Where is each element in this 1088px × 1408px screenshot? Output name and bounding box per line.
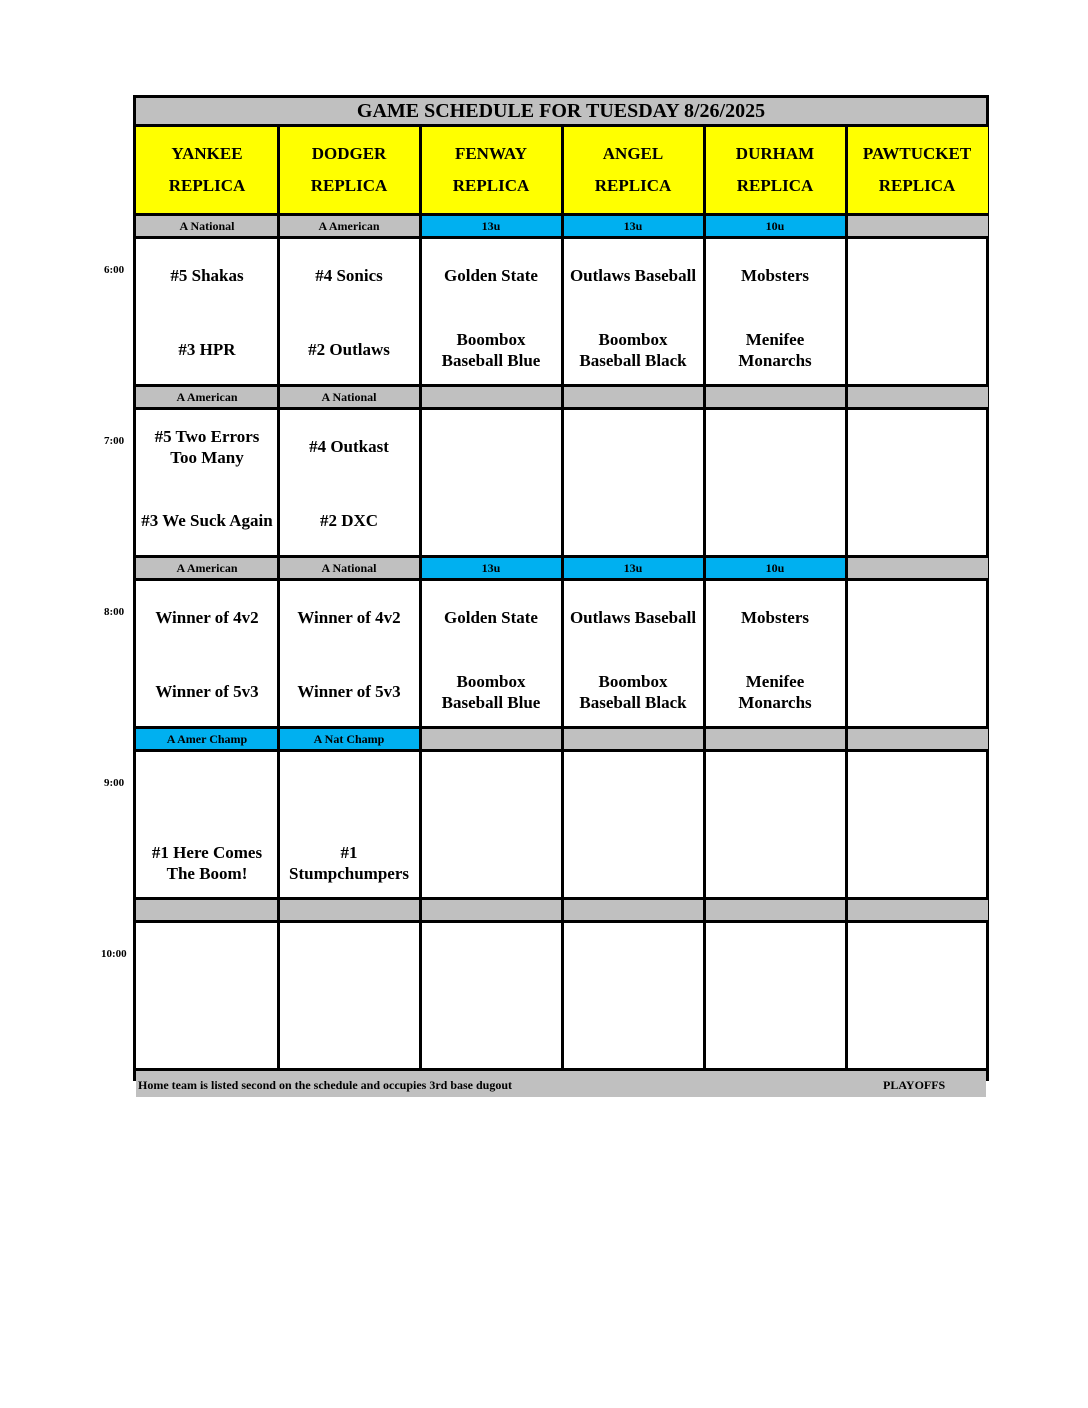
division-label bbox=[420, 729, 562, 749]
division-label: A National bbox=[278, 558, 420, 578]
division-label bbox=[704, 729, 846, 749]
game-cell bbox=[846, 239, 988, 384]
game-cell bbox=[562, 239, 704, 384]
division-label bbox=[562, 900, 704, 920]
home-team: Menifee Monarchs bbox=[738, 330, 812, 370]
game-cell bbox=[846, 581, 988, 726]
home-team: Boombox Baseball Black bbox=[579, 672, 687, 712]
field-name: DODGER bbox=[311, 144, 387, 163]
field-header-angel bbox=[562, 127, 704, 213]
home-team: #2 Outlaws bbox=[308, 340, 390, 359]
home-team: Menifee Monarchs bbox=[738, 672, 812, 712]
game-cell bbox=[704, 410, 846, 555]
division-label bbox=[136, 900, 278, 920]
time-slot-label: 7:00 bbox=[104, 435, 125, 447]
field-name: PAWTUCKET bbox=[862, 144, 972, 163]
grid-column-divider bbox=[561, 127, 564, 1071]
home-team: Boombox Baseball Blue bbox=[441, 330, 541, 370]
home-team: #1 Here Comes The Boom! bbox=[151, 843, 263, 883]
game-cell bbox=[420, 581, 562, 726]
division-label: 13u bbox=[562, 558, 704, 578]
home-team: #3 HPR bbox=[178, 340, 236, 359]
field-header-pawtucket bbox=[846, 127, 988, 213]
home-team: Boombox Baseball Black bbox=[579, 330, 687, 370]
division-label bbox=[420, 387, 562, 407]
division-label: A American bbox=[136, 387, 278, 407]
field-header-yankee bbox=[136, 127, 278, 213]
home-team: #1 Stumpchumpers bbox=[289, 843, 409, 883]
division-label: A National bbox=[136, 216, 278, 236]
division-label bbox=[278, 900, 420, 920]
away-team: Outlaws Baseball bbox=[569, 266, 697, 285]
playoffs-tag: PLAYOFFS bbox=[883, 1078, 946, 1092]
division-label: 13u bbox=[420, 216, 562, 236]
away-team: Winner of 4v2 bbox=[155, 608, 259, 627]
field-header-durham bbox=[704, 127, 846, 213]
game-cell bbox=[278, 752, 420, 897]
footer-bar bbox=[136, 1071, 986, 1097]
game-cell bbox=[420, 752, 562, 897]
away-team: #5 Two Errors Too Many bbox=[154, 427, 260, 467]
away-team: Winner of 4v2 bbox=[297, 608, 401, 627]
field-subtitle: REPLICA bbox=[736, 176, 814, 195]
home-team: Winner of 5v3 bbox=[297, 682, 401, 701]
home-team: #2 DXC bbox=[319, 511, 379, 530]
field-subtitle: REPLICA bbox=[452, 176, 530, 195]
away-team: Golden State bbox=[444, 266, 538, 285]
field-subtitle: REPLICA bbox=[310, 176, 388, 195]
time-slot-label: 8:00 bbox=[104, 606, 125, 618]
away-team: Golden State bbox=[444, 608, 538, 627]
division-label bbox=[704, 900, 846, 920]
division-label: A American bbox=[136, 558, 278, 578]
field-header-dodger bbox=[278, 127, 420, 213]
schedule-table bbox=[133, 95, 989, 1092]
footer-note: Home team is listed second on the schedule and occupies 3rd base dugout bbox=[138, 1078, 513, 1092]
away-team: #5 Shakas bbox=[170, 266, 244, 285]
home-team: Boombox Baseball Blue bbox=[441, 672, 541, 712]
game-cell bbox=[704, 239, 846, 384]
field-subtitle: REPLICA bbox=[594, 176, 672, 195]
game-cell bbox=[278, 239, 420, 384]
time-slot-label: 9:00 bbox=[104, 777, 125, 789]
game-cell bbox=[278, 581, 420, 726]
home-team: Winner of 5v3 bbox=[155, 682, 259, 701]
division-label bbox=[846, 558, 988, 578]
time-slot-label: 6:00 bbox=[104, 264, 125, 276]
schedule-title: GAME SCHEDULE FOR TUESDAY 8/26/2025 bbox=[136, 98, 986, 127]
game-cell bbox=[278, 410, 420, 555]
game-cell bbox=[136, 752, 278, 897]
away-team: Mobsters bbox=[741, 266, 809, 285]
division-label: 13u bbox=[562, 216, 704, 236]
game-cell bbox=[136, 410, 278, 555]
field-name: YANKEE bbox=[171, 144, 243, 163]
away-team: Mobsters bbox=[741, 608, 809, 627]
game-cell bbox=[136, 581, 278, 726]
game-cell bbox=[846, 752, 988, 897]
division-label: A American bbox=[278, 216, 420, 236]
grid-column-divider bbox=[419, 127, 422, 1071]
game-cell bbox=[420, 410, 562, 555]
game-cell bbox=[420, 239, 562, 384]
division-label bbox=[846, 216, 988, 236]
game-cell bbox=[136, 239, 278, 384]
division-label bbox=[846, 900, 988, 920]
division-label: A National bbox=[278, 387, 420, 407]
game-cell bbox=[136, 923, 278, 1068]
division-label bbox=[562, 729, 704, 749]
grid-column-divider bbox=[845, 127, 848, 1071]
field-header-fenway bbox=[420, 127, 562, 213]
away-team: #4 Sonics bbox=[315, 266, 383, 285]
game-cell bbox=[704, 581, 846, 726]
field-name: ANGEL bbox=[602, 144, 664, 163]
division-label bbox=[704, 387, 846, 407]
division-label bbox=[562, 387, 704, 407]
game-cell bbox=[846, 410, 988, 555]
field-name: DURHAM bbox=[735, 144, 815, 163]
division-label bbox=[846, 387, 988, 407]
game-cell bbox=[562, 581, 704, 726]
division-label: 13u bbox=[420, 558, 562, 578]
game-cell bbox=[278, 923, 420, 1068]
division-label: 10u bbox=[704, 558, 846, 578]
division-label: 10u bbox=[704, 216, 846, 236]
home-team: #3 We Suck Again bbox=[141, 511, 273, 530]
away-team: #4 Outkast bbox=[309, 437, 389, 456]
field-subtitle: REPLICA bbox=[168, 176, 246, 195]
field-subtitle: REPLICA bbox=[878, 176, 956, 195]
game-cell bbox=[562, 923, 704, 1068]
game-cell bbox=[420, 923, 562, 1068]
game-cell bbox=[846, 923, 988, 1068]
grid-column-divider bbox=[277, 127, 280, 1071]
division-label bbox=[846, 729, 988, 749]
game-cell bbox=[562, 410, 704, 555]
game-cell bbox=[562, 752, 704, 897]
game-cell bbox=[704, 923, 846, 1068]
division-label: A Nat Champ bbox=[278, 729, 420, 749]
field-name: FENWAY bbox=[454, 144, 528, 163]
division-label bbox=[420, 900, 562, 920]
division-label: A Amer Champ bbox=[136, 729, 278, 749]
time-slot-label: 10:00 bbox=[101, 948, 127, 960]
grid-column-divider bbox=[703, 127, 706, 1071]
away-team: Outlaws Baseball bbox=[569, 608, 697, 627]
game-cell bbox=[704, 752, 846, 897]
